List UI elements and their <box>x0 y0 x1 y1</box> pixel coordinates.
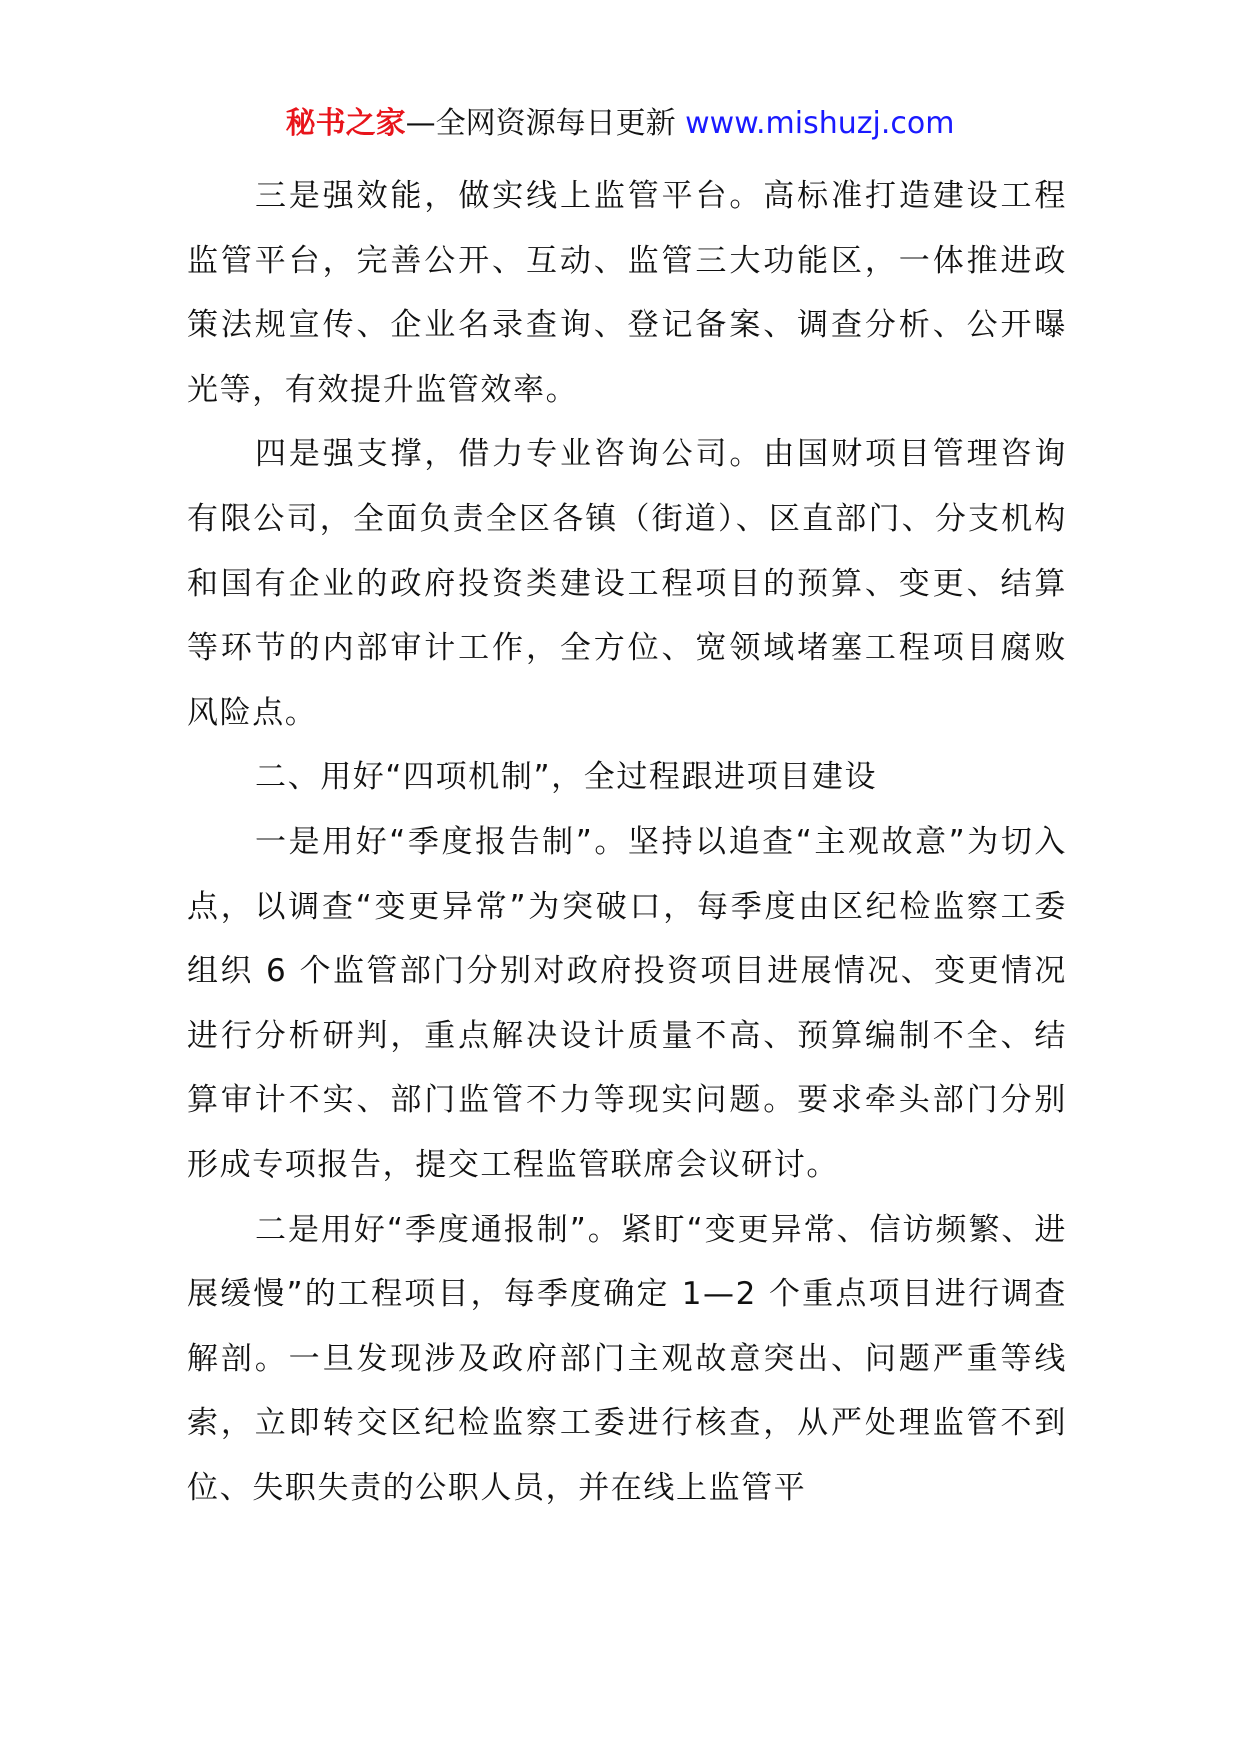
site-brand: 秘书之家 <box>285 106 406 141</box>
paragraph-quarterly-report: 一是用好“季度报告制”。坚持以追查“主观故意”为切入点，以调查“变更异常”为突破口，每季度由区纪检监察工委组织 6 个监管部门分别对政府投资项目进展情况、变更情况进行分析研判，重点解决设计质量不高、预算编制不全、结算审计不实、部门监管不力等现实问题。要求牵头部门分别形成专项报告，提交工程监管联席会议研讨。 <box>187 823 1067 1183</box>
section-heading-four-mechanisms: 二、用好“四项机制”，全过程跟进项目建设 <box>255 759 878 796</box>
site-url-link[interactable]: www.mishuzj.com <box>685 106 955 141</box>
paragraph-strengthen-efficiency: 三是强效能，做实线上监管平台。高标准打造建设工程监管平台，完善公开、互动、监管三大功能区，一体推进政策法规宣传、企业名录查询、登记备案、调查分析、公开曝光等，有效提升监管效率。 <box>187 178 1067 408</box>
document-body <box>187 164 1067 1520</box>
page-header <box>0 100 1240 148</box>
paragraph-strengthen-support: 四是强支撑，借力专业咨询公司。由国财项目管理咨询有限公司，全面负责全区各镇（街道）、区直部门、分支机构和国有企业的政府投资类建设工程项目的预算、变更、结算等环节的内部审计工作，全方位、宽领域堵塞工程项目腐败风险点。 <box>187 436 1067 731</box>
site-tagline: —全网资源每日更新 <box>405 106 686 141</box>
paragraph-quarterly-notice: 二是用好“季度通报制”。紧盯“变更异常、信访频繁、进展缓慢”的工程项目，每季度确定 1—2 个重点项目进行调查解剖。一旦发现涉及政府部门主观故意突出、问题严重等线索，立即转交区纪检监察工委进行核查，从严处理监管不到位、失职失责的公职人员，并在线上监管平 <box>187 1211 1067 1506</box>
